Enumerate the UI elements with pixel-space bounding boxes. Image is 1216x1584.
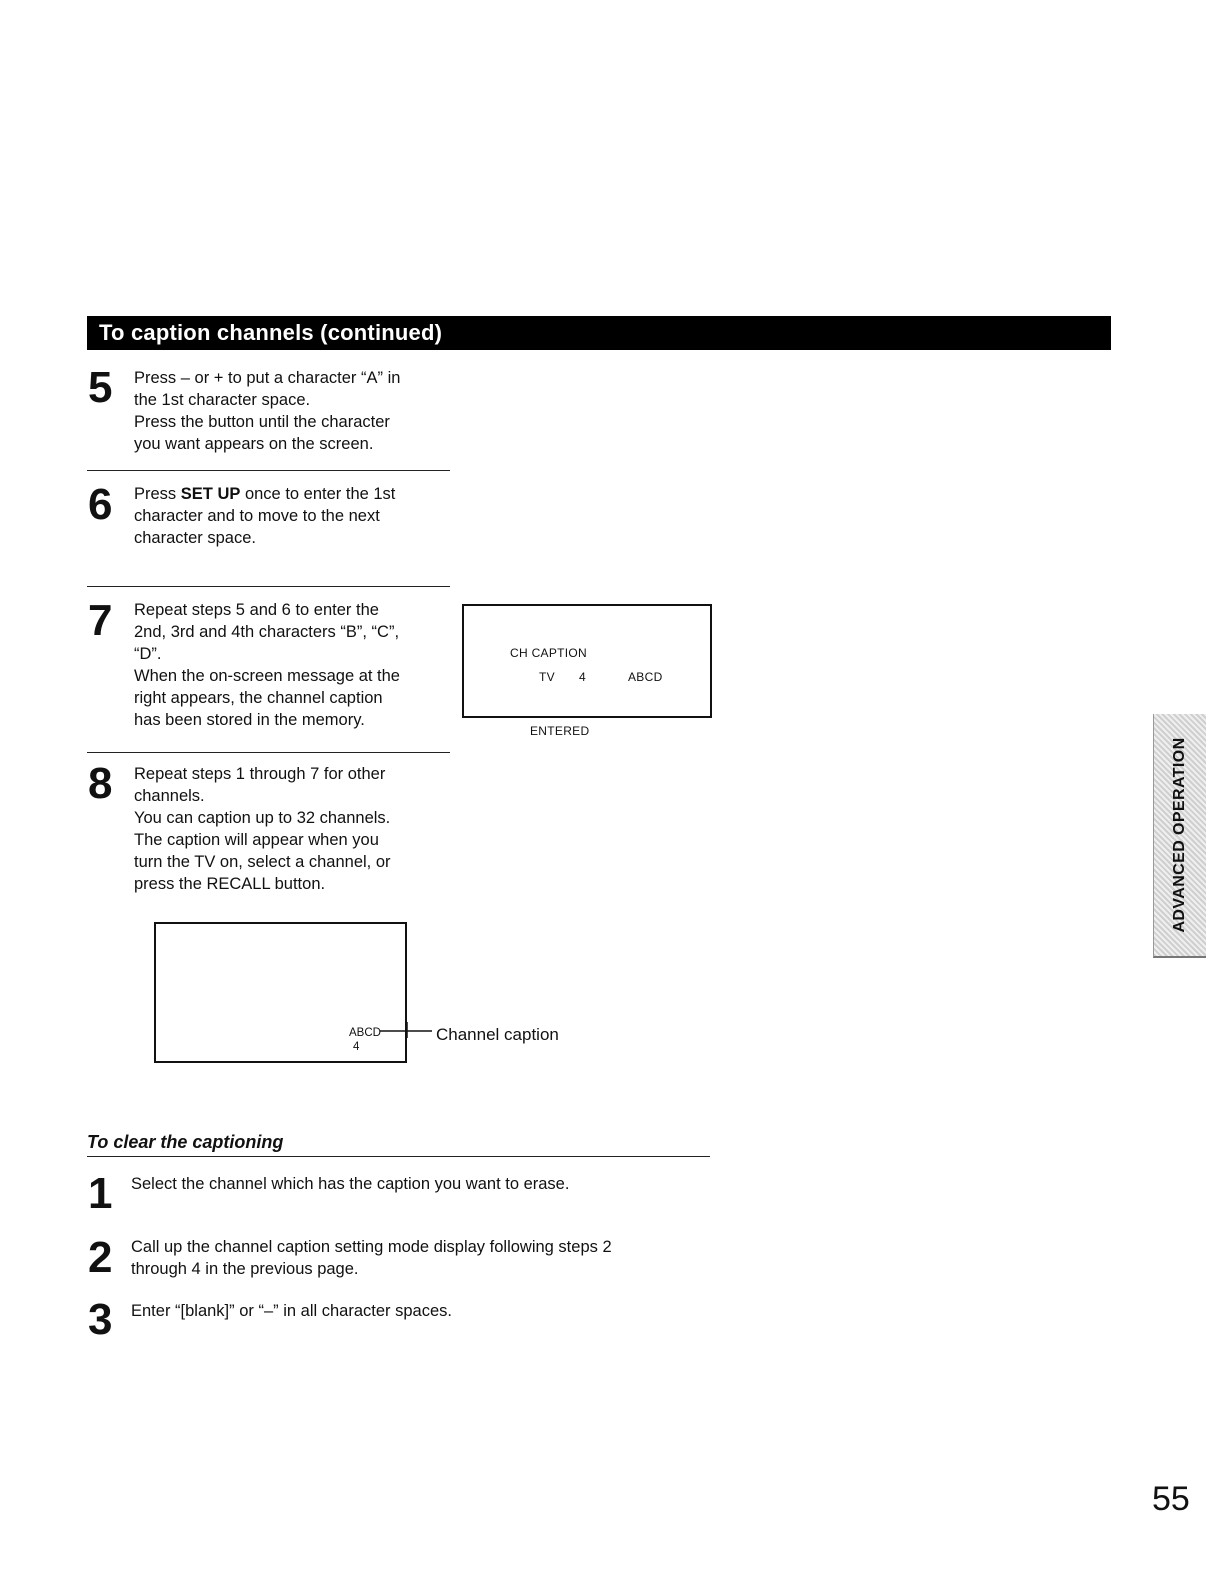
step-7-line: right appears, the channel caption <box>134 689 383 707</box>
step-8-text <box>134 763 464 895</box>
caption-pointer-line <box>380 1018 436 1038</box>
step-8-line: You can caption up to 32 channels. <box>134 809 391 827</box>
step-divider <box>87 470 450 471</box>
step-7-number: 7 <box>88 596 113 645</box>
step-5-line: Press – or + to put a character “A” in <box>134 369 401 387</box>
step-7-line: When the on-screen message at the <box>134 667 400 685</box>
clear-step-2-line: through 4 in the previous page. <box>131 1260 359 1278</box>
step-6-line: character space. <box>134 529 256 547</box>
osd-message-box <box>462 604 712 738</box>
step-7-line: Repeat steps 5 and 6 to enter the <box>134 601 379 619</box>
step-8-line: Repeat steps 1 through 7 for other <box>134 765 386 783</box>
tv-screen-channel: 4 <box>353 1041 360 1053</box>
page-number: 55 <box>1152 1480 1190 1518</box>
step-8-number: 8 <box>88 759 113 808</box>
step-6-text <box>134 483 454 549</box>
step-5-text <box>134 367 454 455</box>
clear-step-2-line: Call up the channel caption setting mode display following steps 2 <box>131 1238 612 1256</box>
step-6-line: character and to move to the next <box>134 507 380 525</box>
tv-screen-illustration <box>154 922 407 1063</box>
osd-title: CH CAPTION <box>510 646 588 660</box>
step-5-number: 5 <box>88 363 113 412</box>
osd-channel: 4 <box>579 670 586 684</box>
clear-step-3-line: Enter “[blank]” or “–” in all character spaces. <box>131 1302 452 1320</box>
section-side-tab <box>1153 714 1206 958</box>
channel-caption-label: Channel caption <box>436 1025 559 1044</box>
step-5-line: Press the button until the character <box>134 413 390 431</box>
clear-step-1-number: 1 <box>88 1169 113 1218</box>
step-6-suffix: once to enter the 1st <box>240 485 396 503</box>
step-6-line <box>134 483 454 505</box>
side-tab-label: ADVANCED OPERATION <box>1171 737 1188 933</box>
tv-screen-caption: ABCD <box>349 1027 381 1039</box>
step-divider <box>87 752 450 753</box>
section-title: To caption channels (continued) <box>87 316 1111 350</box>
step-5-line: you want appears on the screen. <box>134 435 374 453</box>
setup-button-ref: SET UP <box>180 485 241 503</box>
clear-step-1-line: Select the channel which has the caption you want to erase. <box>131 1175 570 1193</box>
step-8-line: channels. <box>134 787 205 805</box>
step-7-text <box>134 599 454 731</box>
clear-step-1-text <box>131 1173 721 1195</box>
step-7-line: has been stored in the memory. <box>134 711 365 729</box>
clear-step-2-text <box>131 1236 721 1280</box>
step-7-line: “D”. <box>134 645 162 663</box>
osd-caption: ABCD <box>628 670 663 684</box>
step-divider <box>87 586 450 587</box>
osd-status: ENTERED <box>530 724 590 738</box>
clear-step-3-text <box>131 1300 721 1322</box>
step-6-prefix: Press <box>134 485 181 503</box>
step-6-number: 6 <box>88 480 113 529</box>
clear-step-3-number: 3 <box>88 1295 113 1344</box>
step-8-line: press the RECALL button. <box>134 875 326 893</box>
osd-tv-label: TV <box>539 670 555 684</box>
clear-step-2-number: 2 <box>88 1233 113 1282</box>
step-5-line: the 1st character space. <box>134 391 311 409</box>
step-8-line: turn the TV on, select a channel, or <box>134 853 391 871</box>
step-8-line: The caption will appear when you <box>134 831 379 849</box>
clear-captioning-heading: To clear the captioning <box>87 1132 710 1157</box>
step-7-line: 2nd, 3rd and 4th characters “B”, “C”, <box>134 623 400 641</box>
